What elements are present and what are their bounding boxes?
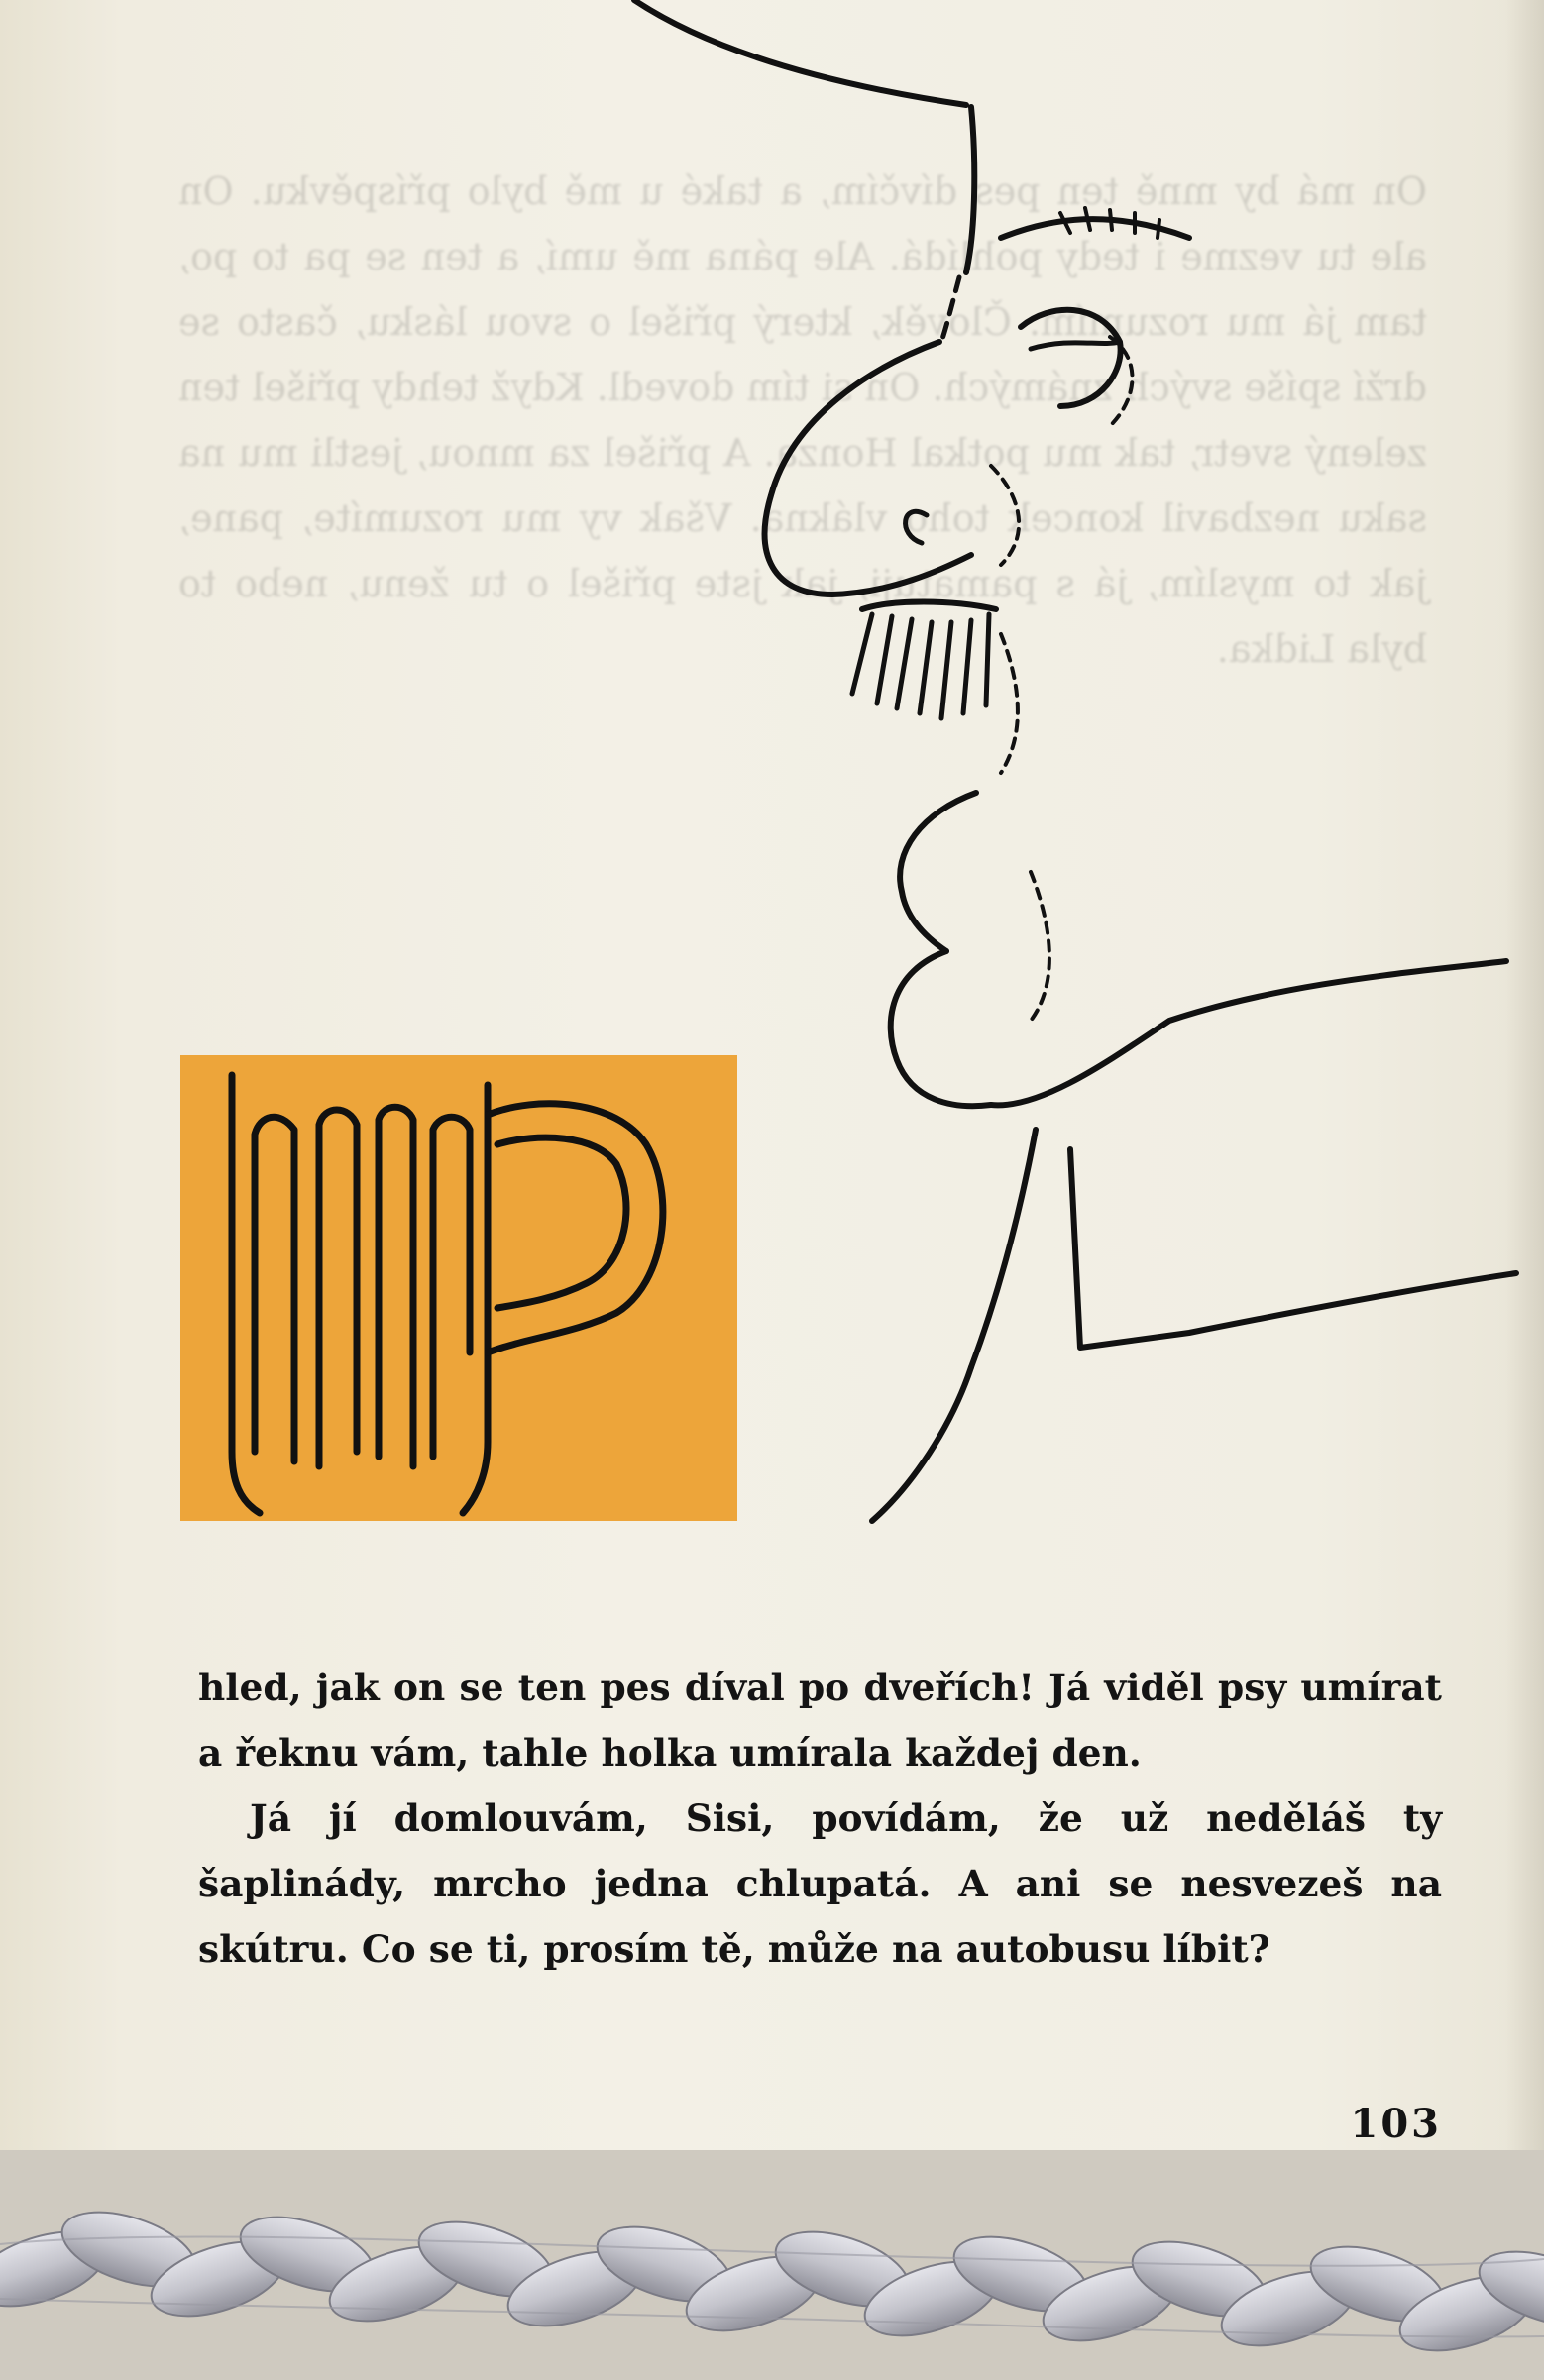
page-number: 103 [1350,2101,1442,2147]
body-text [198,1655,1442,1982]
bleed-through-text: On má by mně ten pes dívčím, a také u mě bylo příspěvku. On ale tu vezme i tedy pohlídá. Ale pána mě umí, a ten se pa to po, tam já mu rozumím. Člověk, který přišel o svou lásku, často se drží spíše svých známých. On si tím dovedl. Když tehdy přišel ten zelený svetr, tak mu potkal Honza. A přišel za mnou, jestli mu na saku nezbavil koncek toho vlákna. Však vy mu rozumíte, pane, jak to myslím, já s pamatuji, jak jste přišel o tu ženu, nebo to byla Lidka. [178,169,1427,671]
paragraph: Já jí domlouvám, Sisi, povídám, že už neděláš ty šaplinády, mrcho jedna chlupatá. A ani se nesvezeš na skútru. Co se ti, prosím tě, může na autobusu líbit? [198,1796,1442,1971]
paragraph-continued: hled, jak on se ten pes díval po dveřích! Já viděl psy umírat a řeknu vám, tahle holka umírala každej den. [198,1666,1442,1775]
braided-cord [0,2150,1544,2380]
page-edge-shadow [1504,0,1544,2229]
beer-mug-drawing [180,1055,737,1521]
